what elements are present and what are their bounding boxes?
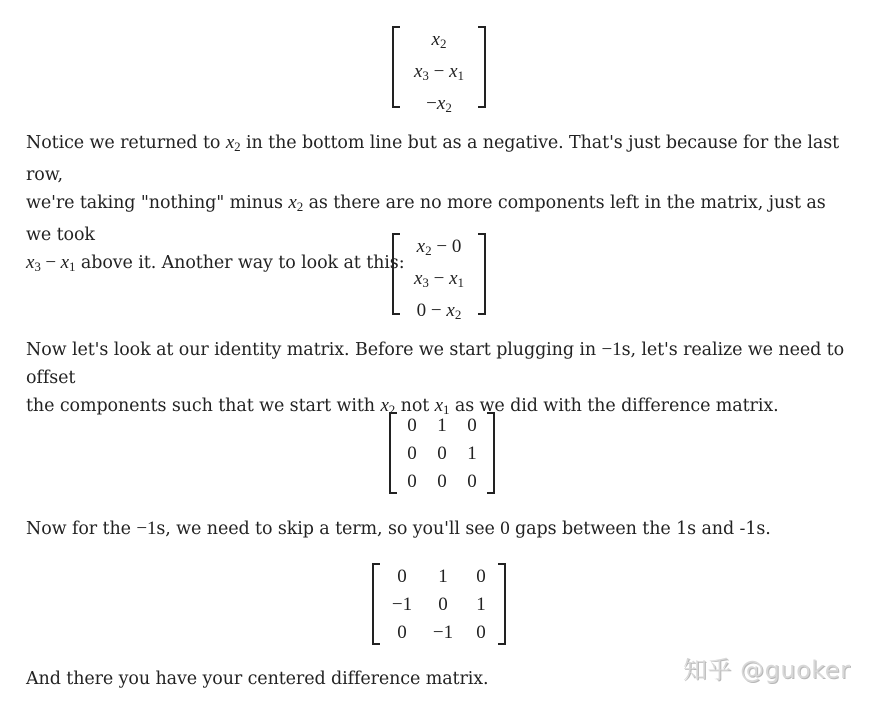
left-bracket — [372, 563, 380, 645]
math-inline: −1 — [601, 339, 622, 360]
matrix-cell: 0 — [467, 471, 477, 492]
matrix-cell: $x_3 - x_1$ — [413, 268, 465, 290]
matrix-cell: −1 — [391, 594, 413, 615]
paragraph-line: $x_3 - x_1$ above it. Another way to look at this: — [26, 252, 405, 274]
matrix-cell: $x_2 - 0$ — [416, 236, 462, 258]
math-inline: $x_2$ — [380, 395, 396, 417]
matrix-cell: 0 — [407, 471, 417, 492]
math-inline: $x_2$ — [225, 132, 241, 154]
left-bracket — [392, 26, 400, 108]
right-bracket — [498, 563, 506, 645]
matrix-cell: 0 — [437, 471, 447, 492]
math-inline: $x_1$ — [434, 395, 450, 417]
matrix-cell: 1 — [467, 443, 477, 464]
matrix-cell: 0 — [407, 415, 417, 436]
math-inline: 0 — [500, 518, 510, 539]
matrix-cell: −1 — [432, 622, 454, 643]
matrix-cell: $-x_2$ — [426, 93, 452, 115]
paragraph-line: Notice we returned to $x_2$ in the bottom line but as a negative. That's just because for the last row, — [26, 132, 840, 185]
matrix-cell: $0 - x_2$ — [416, 300, 462, 322]
matrix-cell: 0 — [438, 594, 448, 615]
paragraph-identity — [26, 336, 856, 424]
paragraph-conclusion: And there you have your centered difference matrix. — [26, 669, 489, 689]
matrix-cell: 0 — [476, 622, 486, 643]
zhihu-watermark: 知乎 @guoker — [683, 656, 851, 684]
matrix-cell: 0 — [437, 443, 447, 464]
right-bracket — [487, 412, 495, 494]
matrix-centered-difference — [372, 563, 506, 645]
matrix-cell: 0 — [467, 415, 477, 436]
matrix-with-zero-terms — [392, 233, 486, 322]
matrix-cell: 0 — [407, 443, 417, 464]
paragraph-line: the components such that we start with $x_2$ not $x_1$ as we did with the difference matrix. — [26, 395, 779, 417]
matrix-cell: 1 — [438, 566, 448, 587]
left-bracket — [389, 412, 397, 494]
matrix-cell: 1 — [437, 415, 447, 436]
matrix-cell: 1 — [476, 594, 486, 615]
paragraph-line: Now let's look at our identity matrix. Before we start plugging in −1s, let's realize we need to offset — [26, 339, 845, 388]
left-bracket — [392, 233, 400, 315]
matrix-cell: 0 — [397, 566, 407, 587]
paragraph-skip-term — [26, 515, 856, 543]
matrix-cell: $x_2$ — [431, 29, 447, 51]
matrix-cell: $x_3 - x_1$ — [413, 61, 465, 83]
right-bracket — [478, 233, 486, 315]
matrix-x2-x3minusx1-negx2 — [392, 26, 486, 115]
matrix-cell: 0 — [397, 622, 407, 643]
paragraph-line: we're taking "nothing" minus $x_2$ as there are no more components left in the matrix, just as we took — [26, 192, 826, 245]
matrix-shifted-identity — [389, 412, 495, 494]
math-inline: $x_2$ — [288, 192, 304, 214]
math-inline: $x_3 - x_1$ — [26, 252, 76, 274]
matrix-cell: 0 — [476, 566, 486, 587]
paragraph-line: Now for the −1s, we need to skip a term, so you'll see 0 gaps between the 1s and -1s. — [26, 518, 771, 539]
math-inline: −1 — [136, 518, 157, 539]
right-bracket — [478, 26, 486, 108]
